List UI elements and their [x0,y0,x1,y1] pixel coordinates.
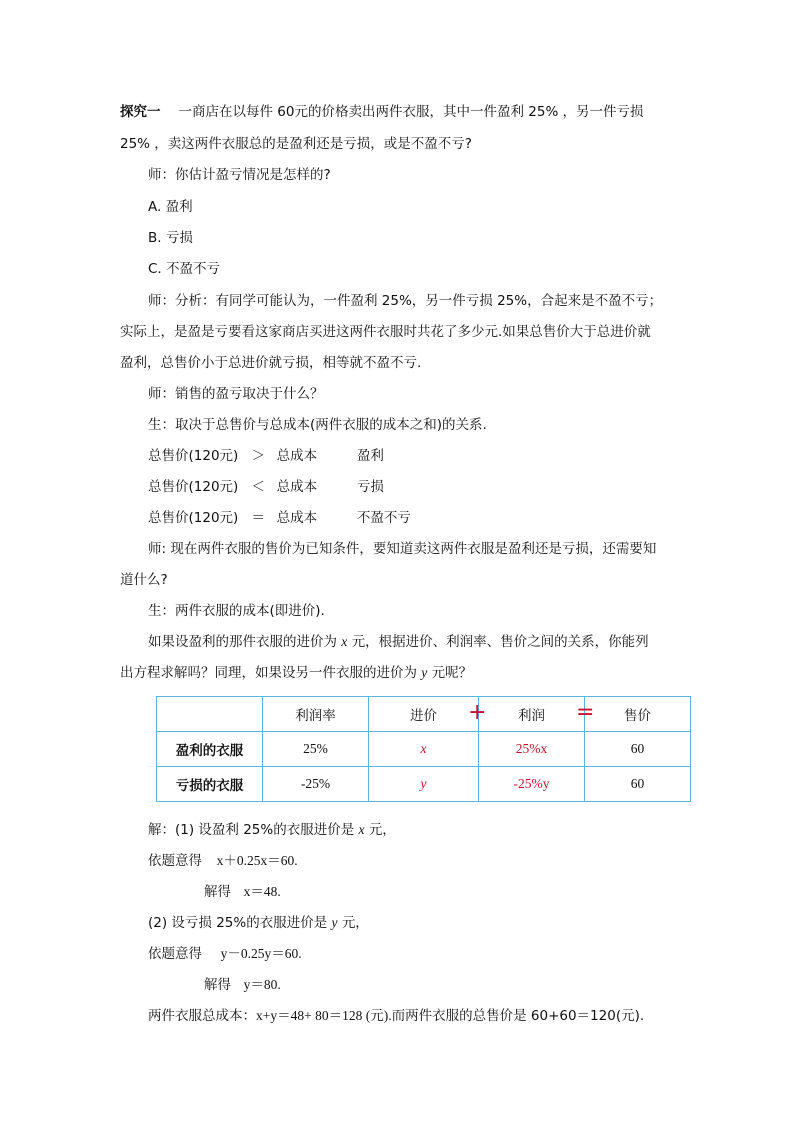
analysis-line-1: 师：分析：有同学可能认为，一件盈利 25%，另一件亏损 25%，合起来是不盈不亏； [148,293,663,309]
analysis-line-3: 盈利，总售价小于总进价就亏损，相等就不盈不亏. [120,355,422,371]
cell-profit [479,767,585,802]
variable-y: y [421,665,428,680]
solution-text: 解：(1) 设盈利 25%的衣服进价是 [148,822,355,838]
setup-line-1 [148,632,649,652]
comparison-left: 总售价(120元) [148,479,239,495]
option-b: B. 亏损 [148,230,193,246]
cell-rate: 25% [263,732,369,767]
solution-answer-2 [204,975,281,995]
cell-price: 60 [585,732,691,767]
row-label: 盈利的衣服 [157,732,263,767]
comparison-row [148,446,384,466]
setup-text: 出方程求解吗？同理，如果设另一件衣服的进价为 [120,665,417,681]
teacher-question-3-line-2: 道什么? [120,572,168,588]
problem-line-1 [120,102,644,122]
option-c: C. 不盈不亏 [148,261,221,277]
comparison-left: 总售价(120元) [148,448,239,464]
teacher-question-2: 师：销售的盈亏取决于什么？ [148,386,324,402]
total-expression: x+y＝48+ 80＝128 (元). [256,1008,392,1023]
variable-x: x [358,822,365,837]
table-header-cell: 售价 [585,697,691,732]
table-header-cell: 利润 [479,697,585,732]
variable-x: x [341,634,348,649]
comparison-symbol: ＝ [251,510,266,526]
table-header-cell [157,697,263,732]
solution-text: 解得 [204,977,231,993]
solution-text: 依题意得 [148,853,202,869]
comparison-result: 盈利 [356,448,384,464]
comparison-symbol: ＜ [251,479,266,495]
solution-text: 元， [368,822,396,838]
cell-cost: y [369,767,479,802]
comparison-row [148,477,384,497]
table-header-cell: 进价 [369,697,479,732]
solution-answer-1 [204,882,281,902]
cell-cost: x [369,732,479,767]
student-answer-3: 生：两件衣服的成本(即进价). [148,603,325,619]
comparison-result: 不盈不亏 [356,510,411,526]
row-label: 亏损的衣服 [157,767,263,802]
setup-text: 元，根据进价、利润率、售价之间的关系，你能列 [351,634,649,650]
solution-text: 元， [341,915,369,931]
solution-total [148,1006,644,1026]
solution-text: (2) 设亏损 25%的衣服进价是 [148,915,328,931]
equals-sign: = [576,700,595,725]
table-header-cell: 利润率 [263,697,369,732]
profit-value: 25%x [515,741,548,756]
option-a: A. 盈利 [148,199,193,215]
analysis-line-2: 实际上，是盈是亏要看这家商店买进这两件衣服时共花了多少元.如果总售价大于总进价就 [120,324,651,340]
solution-text: 依题意得 [148,946,202,962]
solution-equation-1 [148,851,298,871]
setup-text: 元呢？ [431,665,473,681]
comparison-result: 亏损 [356,479,384,495]
equation: y－0.25y＝60. [220,946,302,961]
cell-profit [479,732,585,767]
answer: y＝80. [243,977,281,992]
solution-text: 两件衣服总成本： [148,1008,256,1024]
comparison-left: 总售价(120元) [148,510,239,526]
setup-text: 如果设盈利的那件衣服的进价为 [148,634,337,650]
comparison-symbol: ＞ [251,448,266,464]
solution-equation-2 [148,944,302,964]
comparison-mid: 总成本 [276,479,318,495]
cell-price: 60 [585,767,691,802]
problem-text-1: 一商店在以每件 60元的价格卖出两件衣服，其中一件盈利 25% ，另一件亏损 [178,104,644,120]
cell-rate: -25% [263,767,369,802]
variable-y: y [331,915,338,930]
solution-line-2 [148,913,369,933]
answer: x＝48. [243,884,281,899]
profit-value: -25%y [513,776,550,791]
equation: x＋0.25x＝60. [216,853,298,868]
total-tail: 而两件衣服的总售价是 60+60＝120(元). [391,1008,645,1024]
table-row [157,732,691,767]
solution-line-1 [148,820,396,840]
plus-sign: + [468,700,487,725]
comparison-mid: 总成本 [276,448,318,464]
comparison-row [148,508,411,528]
comparison-mid: 总成本 [276,510,318,526]
student-answer-2: 生：取决于总售价与总成本(两件衣服的成本之和)的关系. [148,417,487,433]
teacher-question-3-line-1: 师: 现在两件衣服的售价为已知条件，要知道卖这两件衣服是盈利还是亏损，还需要知 [148,541,657,557]
setup-line-2 [120,663,472,683]
solution-text: 解得 [204,884,231,900]
table-header-row [157,697,691,732]
teacher-question-1: 师：你估计盈亏情况是怎样的? [148,167,331,183]
section-title: 探究一 [120,104,161,120]
problem-line-2: 25% ，卖这两件衣服总的是盈利还是亏损，或是不盈不亏? [120,136,472,152]
profit-table [156,696,691,802]
table-row [157,767,691,802]
